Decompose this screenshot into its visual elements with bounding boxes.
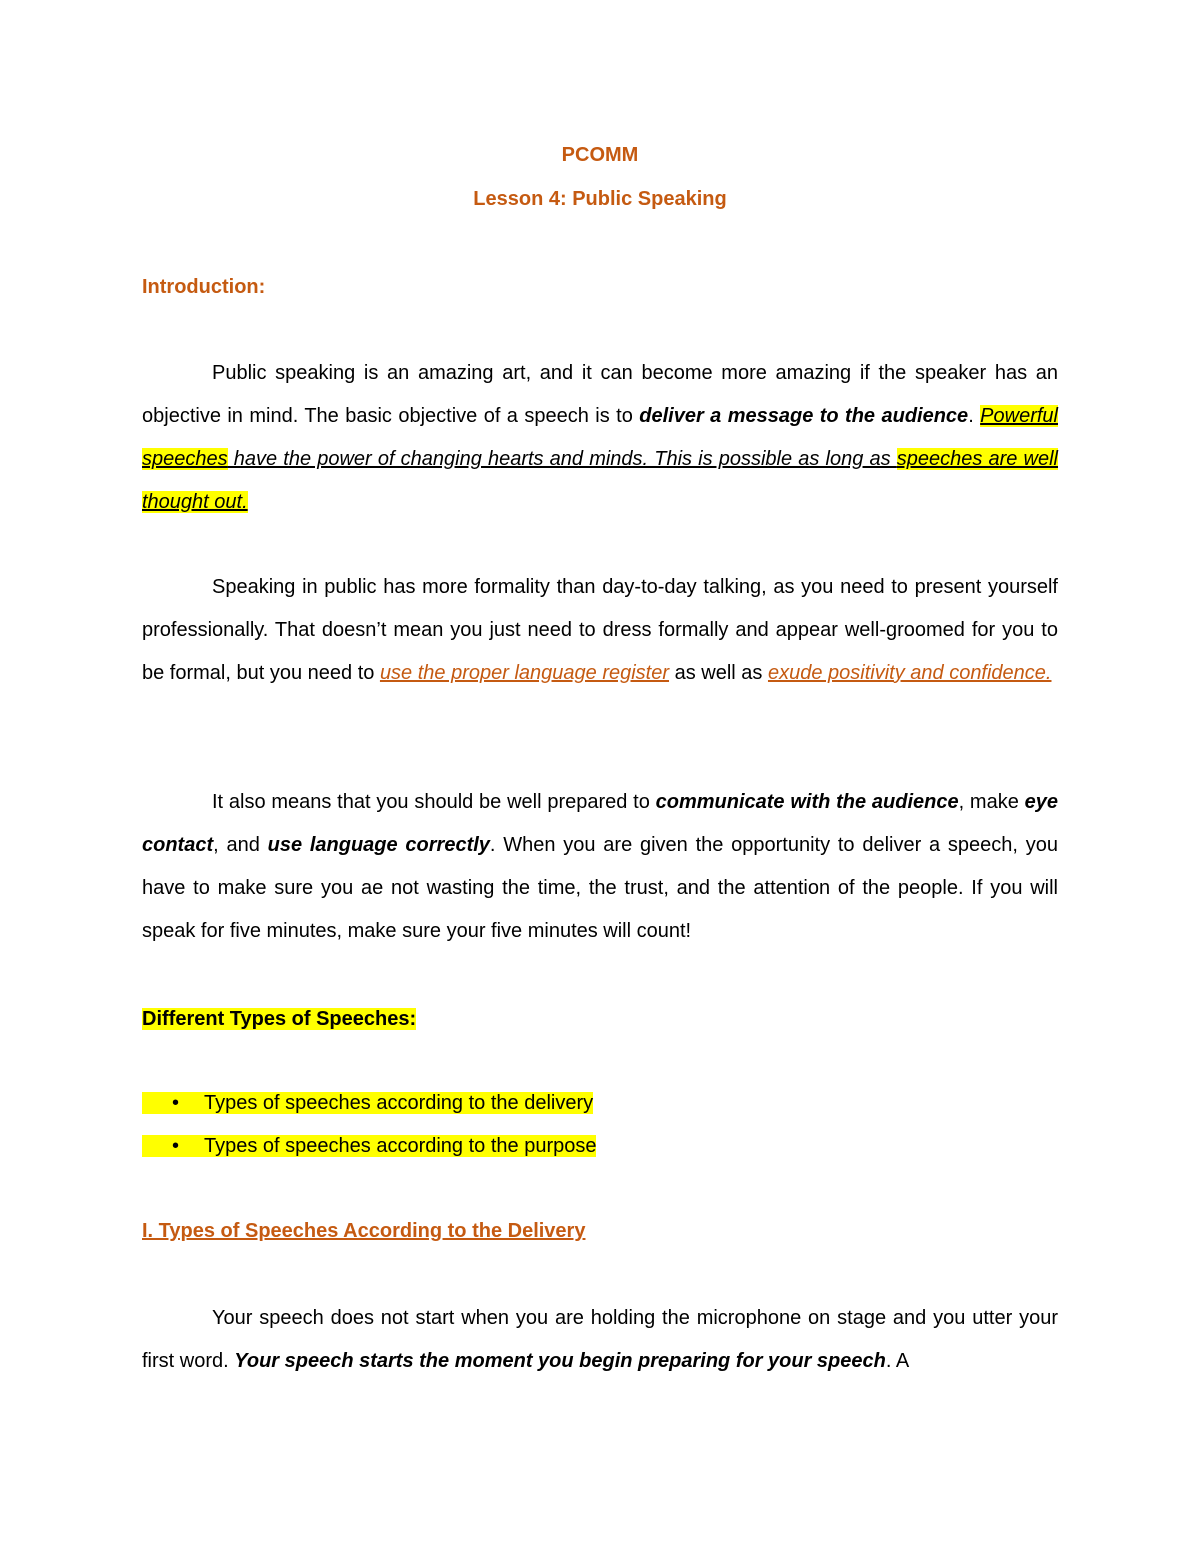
intro-p1-text: Public speaking is an amazing art, and it can become more amazing if the speaker has an objective in mind. The basic objective of a speech is to	[142, 362, 1058, 427]
speech-types-list	[142, 1082, 596, 1168]
intro-p1-highlight-1: Powerful speeches	[142, 405, 1058, 470]
bullet-icon: •	[172, 1092, 180, 1114]
intro-p3-emphasis-1: communicate with the audience	[655, 791, 959, 813]
intro-paragraph-3	[142, 781, 1058, 953]
intro-p2-link-text-2: exude positivity and confidence.	[767, 662, 1052, 684]
intro-p3-emphasis-3: use language correctly	[267, 834, 490, 856]
speech-types-heading-text: Different Types of Speeches:	[142, 1008, 417, 1030]
intro-p2-text: Speaking in public has more formality than day-to-day talking, as you need to present yourself professionally. That doesn’t mean you just need to dress formally and appear well-groomed for you to be formal, but you need to	[142, 576, 1058, 684]
list-item-text: Types of speeches according to the purpose	[204, 1135, 597, 1157]
speech-types-heading	[142, 1008, 416, 1031]
intro-p3-text-2: , make	[958, 791, 1025, 813]
intro-p1-highlight-2: speeches are well thought out.	[142, 448, 1058, 513]
list-item-text: Types of speeches according to the delivery	[204, 1092, 594, 1114]
list-item	[142, 1125, 596, 1168]
intro-paragraph-2	[142, 566, 1058, 695]
delivery-p1-text-2: . A	[885, 1350, 910, 1372]
intro-paragraph-1	[142, 352, 1058, 524]
intro-p2-connector: as well as	[669, 662, 768, 684]
intro-p1-underlined: have the power of changing hearts and minds. This is possible as long as	[227, 448, 897, 470]
introduction-heading: Introduction:	[142, 276, 266, 298]
delivery-p1-text-1: Your speech does not start when you are holding the microphone on stage and you utter your first word.	[142, 1307, 1058, 1372]
intro-p3-emphasis-2: eye contact	[142, 791, 1058, 856]
intro-p3-text-4: . When you are given the opportunity to deliver a speech, you have to make sure you ae not wasting the time, the trust, and the attention of the people. If you will speak for five minutes, make sure your five minutes will count!	[142, 834, 1058, 942]
delivery-paragraph-1	[142, 1297, 1058, 1383]
lesson-title: Lesson 4: Public Speaking	[473, 188, 727, 210]
course-code: PCOMM	[561, 144, 639, 166]
delivery-p1-emphasis: Your speech starts the moment you begin preparing for your speech	[234, 1350, 886, 1372]
intro-p1-punct: .	[968, 405, 981, 427]
intro-p2-link-text-1: use the proper language register	[379, 662, 670, 684]
intro-p3-text-1: It also means that you should be well prepared to	[212, 791, 656, 813]
delivery-section-heading: I. Types of Speeches According to the Delivery	[142, 1220, 586, 1242]
bullet-icon: •	[172, 1135, 180, 1157]
intro-p3-text-3: , and	[213, 834, 268, 856]
list-item	[142, 1082, 596, 1125]
intro-p1-emphasis: deliver a message to the audience	[639, 405, 969, 427]
